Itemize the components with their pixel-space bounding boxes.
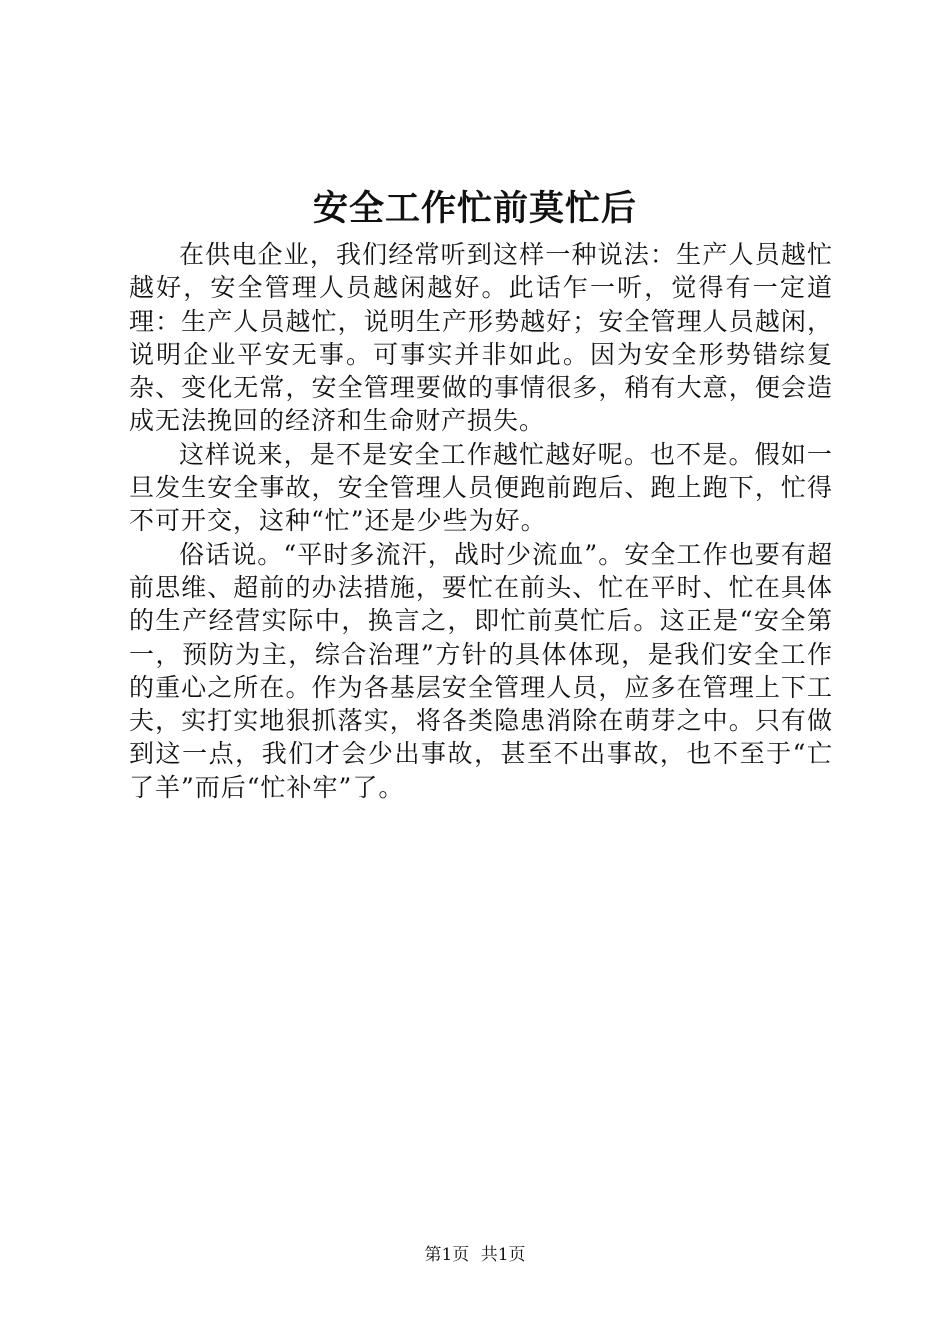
- page-total: 共1页: [480, 1245, 526, 1265]
- document-title: 安全工作忙前莫忙后: [312, 188, 637, 229]
- page-footer: [0, 1243, 950, 1267]
- paragraph-1: 在供电企业，我们经常听到这样一种说法：生产人员越忙越好，安全管理人员越闲越好。此话乍一听，觉得有一定道理：生产人员越忙，说明生产形势越好；安全管理人员越闲，说明企业平安无事。可事实并非如此。因为安全形势错综复杂、变化无常，安全管理要做的事情很多，稍有大意，便会造成无法挽回的经济和生命财产损失。: [129, 240, 833, 436]
- document-body: [129, 238, 833, 804]
- paragraph-3: 俗话说。“平时多流汗，战时少流血”。安全工作也要有超前思维、超前的办法措施，要忙在前头、忙在平时、忙在具体的生产经营实际中，换言之，即忙前莫忙后。这正是“安全第一，预防为主，综合治理”方针的具体体现，是我们安全工作的重心之所在。作为各基层安全管理人员，应多在管理上下工夫，实打实地狠抓落实，将各类隐患消除在萌芽之中。只有做到这一点，我们才会少出事故，甚至不出事故，也不至于“亡了羊”而后“忙补牢”了。: [129, 539, 833, 802]
- paragraph-2: 这样说来，是不是安全工作越忙越好呢。也不是。假如一旦发生安全事故，安全管理人员便跑前跑后、跑上跑下，忙得不可开交，这种“忙”还是少些为好。: [129, 439, 833, 536]
- page-number: 第1页: [424, 1245, 470, 1265]
